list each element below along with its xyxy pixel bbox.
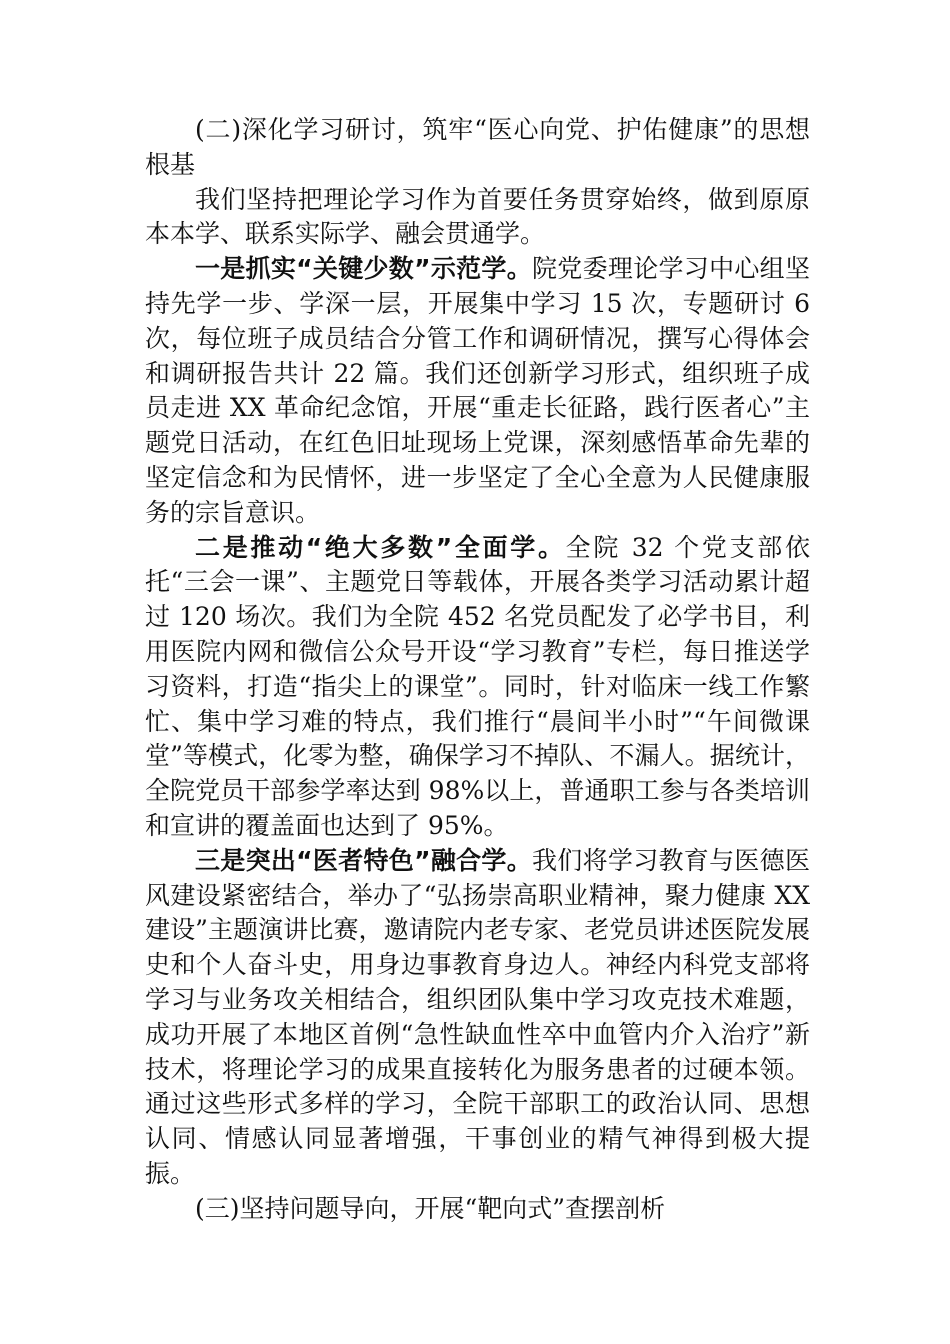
point-3-body: 我们将学习教育与医德医风建设紧密结合，举办了“弘扬崇高职业精神，聚力健康 XX 建设”主题演讲比赛，邀请院内老专家、老党员讲述医院发展史和个人奋斗史，用身边事教育身边人。神经内科党支部将学习与业务攻关相结合，组织团队集中学习攻克技术难题，成功开展了本地区首例“急性缺血性卒中血管内介入治疗”新技术，将理论学习的成果直接转化为服务患者的过硬本领。通过这些形式多样的学习，全院干部职工的政治认同、思想认同、情感认同显著增强，干事创业的精气神得到极大提振。 [145, 845, 810, 1188]
point-1-lead: 一是抓实“关键少数”示范学。 [195, 254, 533, 284]
point-1-paragraph [145, 252, 810, 530]
point-2-lead: 二是推动“绝大多数”全面学。 [195, 532, 566, 562]
section-heading-3: (三)坚持问题导向，开展“靶向式”查摆剖析 [195, 1193, 666, 1223]
document-page [145, 113, 810, 1227]
point-2-paragraph [145, 531, 810, 844]
point-1-body: 院党委理论学习中心组坚持先学一步、学深一层，开展集中学习 15 次，专题研讨 6 次，每位班子成员结合分管工作和调研情况，撰写心得体会和调研报告共计 22 篇。我们还创新学习形式，组织班子成员走进 XX 革命纪念馆，开展“重走长征路，践行医者心”主题党日活动，在红色旧址现场上党课，深刻感悟革命先辈的坚定信念和为民情怀，进一步坚定了全心全意为人民健康服务的宗旨意识。 [145, 254, 810, 527]
section-heading-2: (二)深化学习研讨，筑牢“医心向党、护佑健康”的思想根基 [145, 115, 810, 179]
intro-paragraph: 我们坚持把理论学习作为首要任务贯穿始终，做到原原本本学、联系实际学、融会贯通学。 [145, 184, 810, 249]
point-3-lead: 三是突出“医者特色”融合学。 [195, 845, 533, 875]
point-2-body: 全院 32 个党支部依托“三会一课”、主题党日等载体，开展各类学习活动累计超过 120 场次。我们为全院 452 名党员配发了必学书目，利用医院内网和微信公众号开设“学习教育”专栏，每日推送学习资料，打造“指尖上的课堂”。同时，针对临床一线工作繁忙、集中学习难的特点，我们推行“晨间半小时”“午间微课堂”等模式，化零为整，确保学习不掉队、不漏人。据统计，全院党员干部参学率达到 98%以上，普通职工参与各类培训和宣讲的覆盖面也达到了 95%。 [145, 532, 810, 840]
point-3-paragraph [145, 844, 810, 1192]
